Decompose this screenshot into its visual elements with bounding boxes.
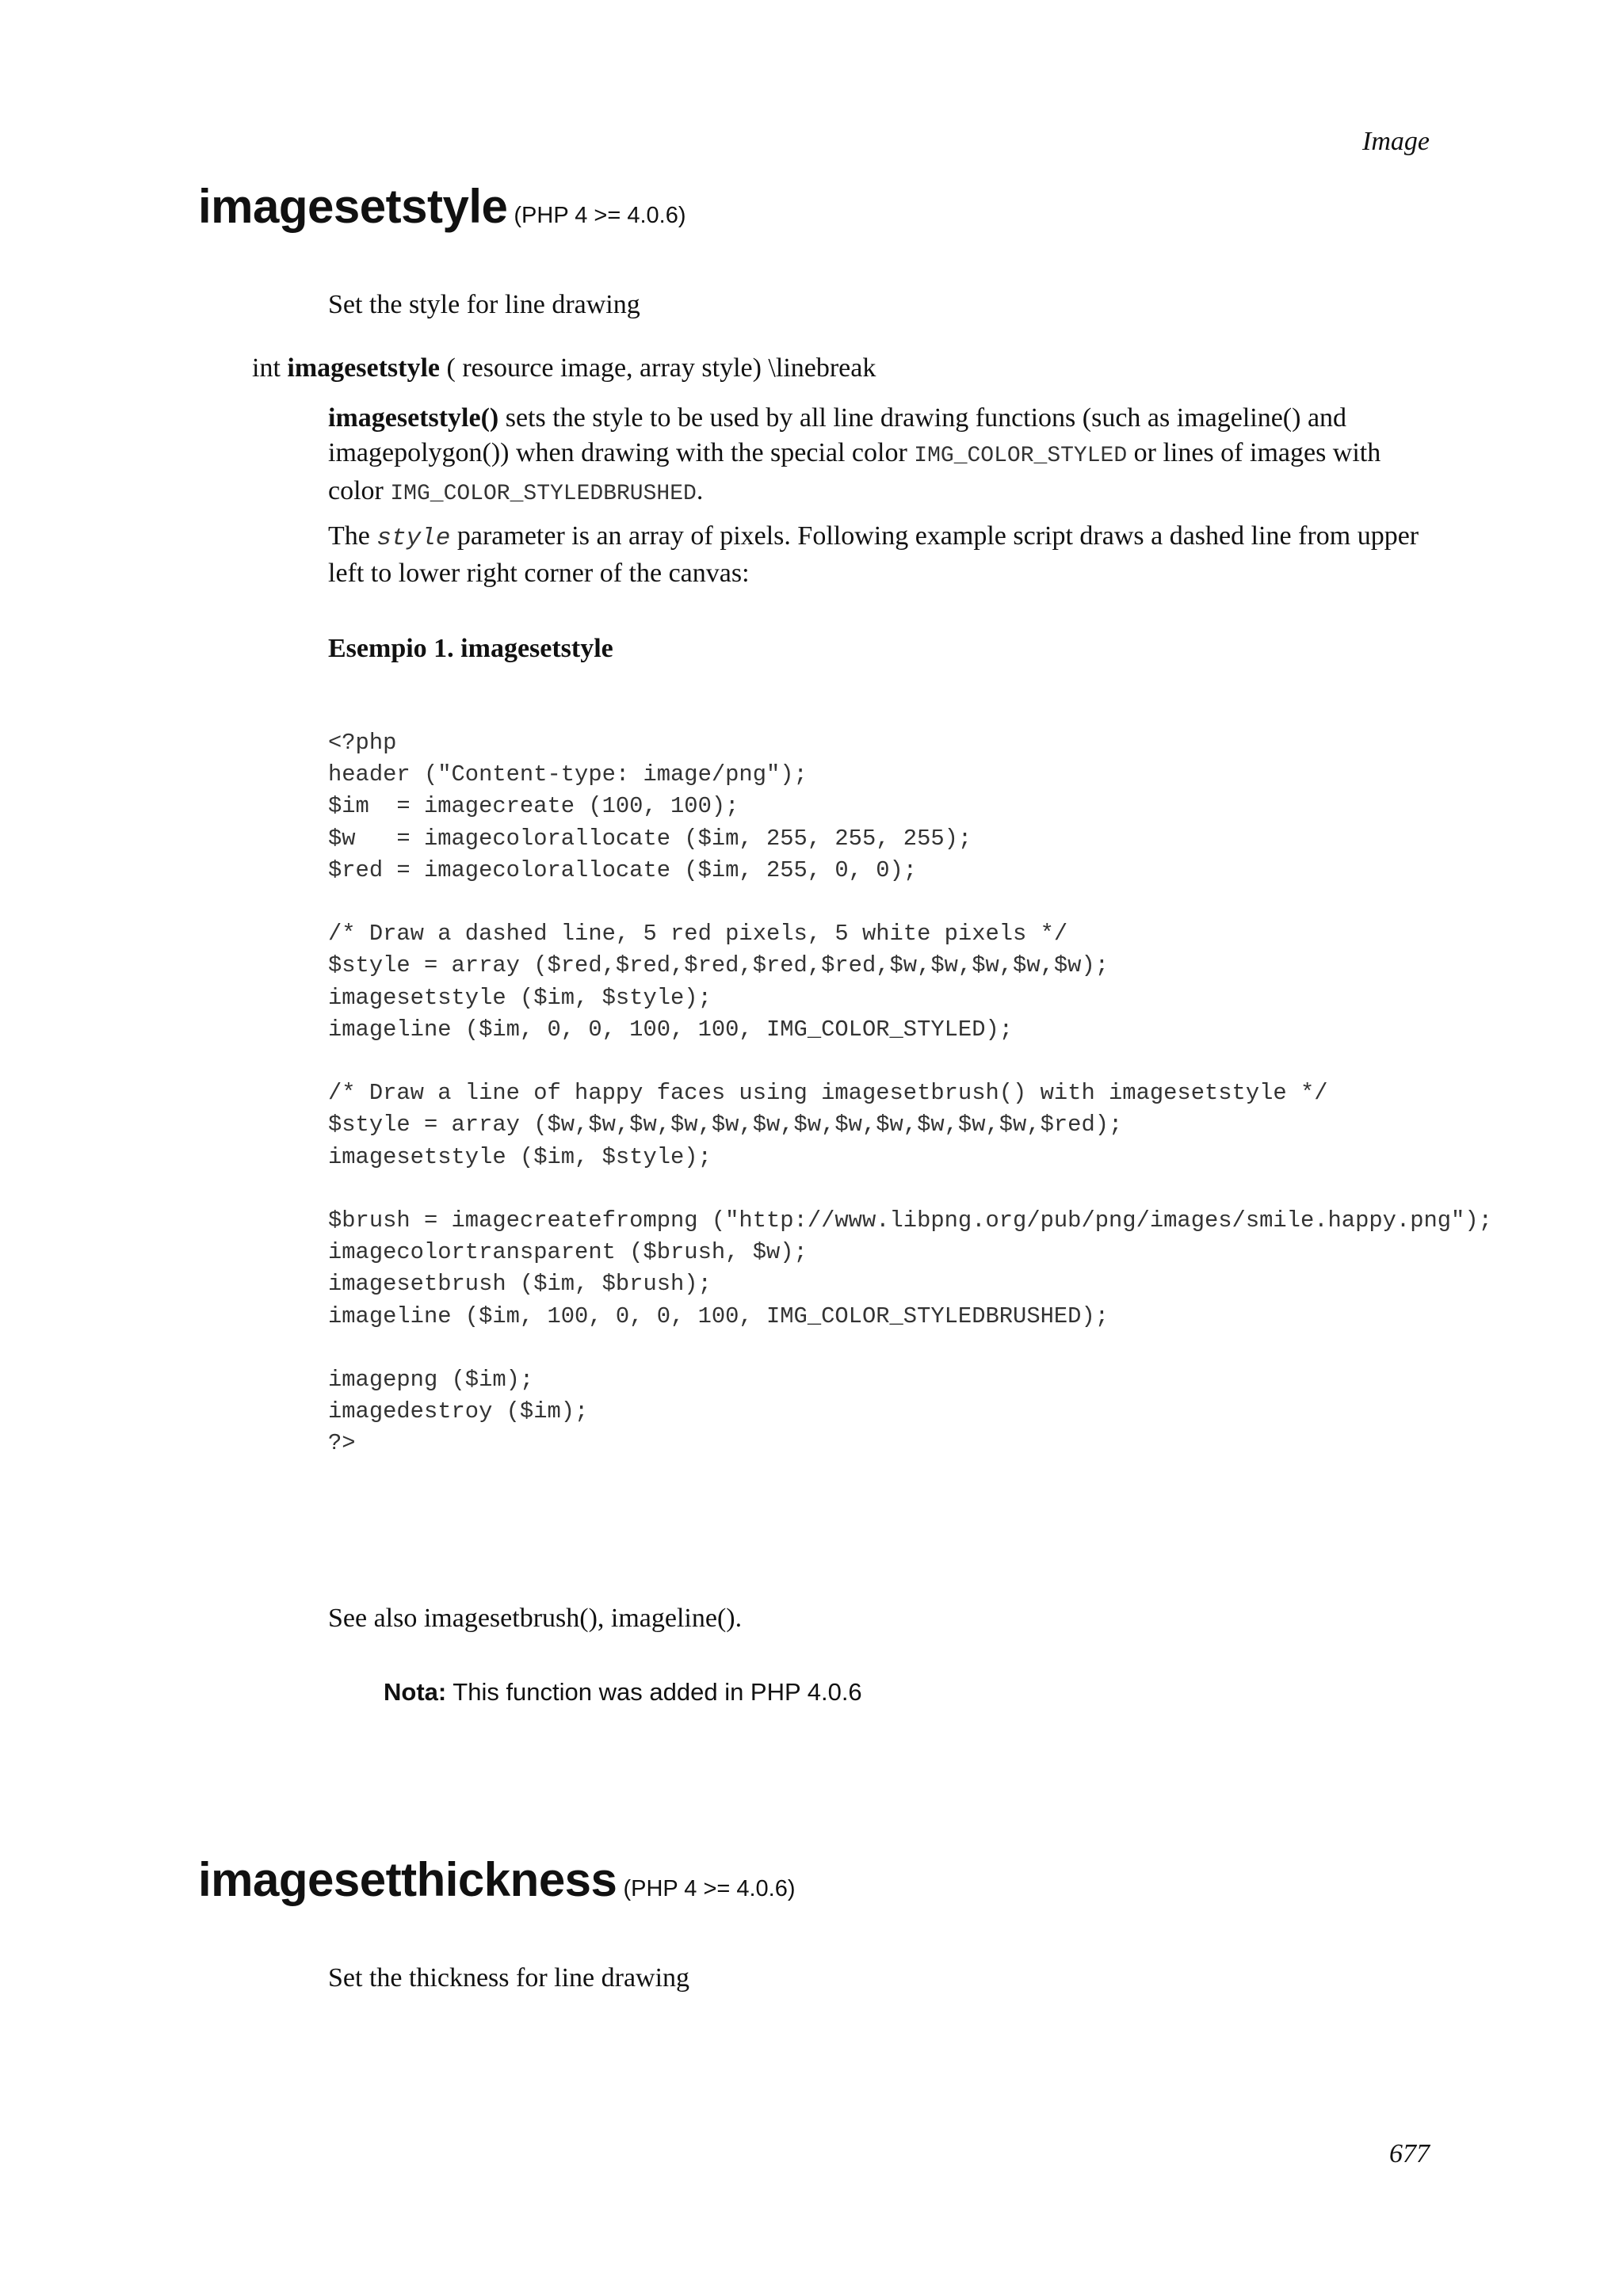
- constant-styledbrushed: IMG_COLOR_STYLEDBRUSHED: [390, 482, 697, 506]
- description-text: The: [328, 521, 377, 551]
- description-text: or lines of images with color: [328, 438, 1381, 505]
- refpurpose-2: Set the thickness for line drawing: [328, 1963, 690, 1993]
- function-name-2: imagesetthickness: [198, 1853, 617, 1906]
- function-name: imagesetstyle: [198, 180, 508, 233]
- note-text: This function was added in PHP 4.0.6: [446, 1678, 862, 1706]
- see-also: See also imagesetbrush(), imageline().: [328, 1604, 743, 1633]
- constant-styled: IMG_COLOR_STYLED: [914, 444, 1128, 468]
- parameter-name: style: [376, 524, 451, 552]
- note-label: Nota:: [384, 1678, 447, 1706]
- function-synopsis: [252, 353, 876, 383]
- version-info: (PHP 4 >= 4.0.6): [514, 203, 686, 228]
- refpurpose: Set the style for line drawing: [328, 290, 640, 319]
- version-info-2: (PHP 4 >= 4.0.6): [623, 1876, 796, 1901]
- description-text: .: [696, 476, 704, 505]
- description-paragraph: [328, 401, 1430, 512]
- function-reference: imagesetstyle(): [328, 403, 499, 433]
- example-title: Esempio 1. imagesetstyle: [328, 634, 613, 663]
- description-text: sets the style to be used by all line drawing functions (such as imageline() and imagepolygon()) when drawing with the special color: [328, 403, 1347, 467]
- entry-title: [198, 179, 685, 234]
- code-example: <?php header ("Content-type: image/png"); $im = imagecreate (100, 100); $w = imagecolorallocate ($im, 255, 255, 255); $red = imagecolorallocate ($im, 255, 0, 0); /* Draw a dashed line, 5 red pixels, 5 white pixels */ $style = array ($red,$red,$red,$red,$red,$w,$w,$w,$w,$w); imagesetstyle ($im, $style); imageline ($im, 0, 0, 100, 100, IMG_COLOR_STYLED); /* Draw a line of happy faces using imagesetbrush() with imagesetstyle */ $style = array ($w,$w,$w,$w,$w,$w,$w,$w,$w,$w,$w,$w,$red); imagesetstyle ($im, $style); $brush = imagecreatefrompng ("http://www.libpng.org/pub/png/images/smile.happy.png"); imagecolortransparent ($brush, $w); imagesetbrush ($im, $brush); imageline ($im, 100, 0, 0, 100, IMG_COLOR_STYLEDBRUSHED); imagepng ($im); imagedestroy ($im); ?>: [328, 730, 1492, 1457]
- page-number: 677: [1389, 2139, 1430, 2168]
- return-type: int: [252, 353, 281, 383]
- entry-title-2: [198, 1852, 796, 1907]
- note: [384, 1678, 862, 1707]
- synopsis-params: ( resource image, array style) \linebreak: [446, 353, 876, 383]
- parameter-paragraph: [328, 519, 1430, 591]
- synopsis-function-name: imagesetstyle: [287, 353, 441, 383]
- running-header: Image: [1362, 127, 1430, 156]
- description-text: parameter is an array of pixels. Following example script draws a dashed line from upper left to lower right corner of the canvas:: [328, 521, 1419, 588]
